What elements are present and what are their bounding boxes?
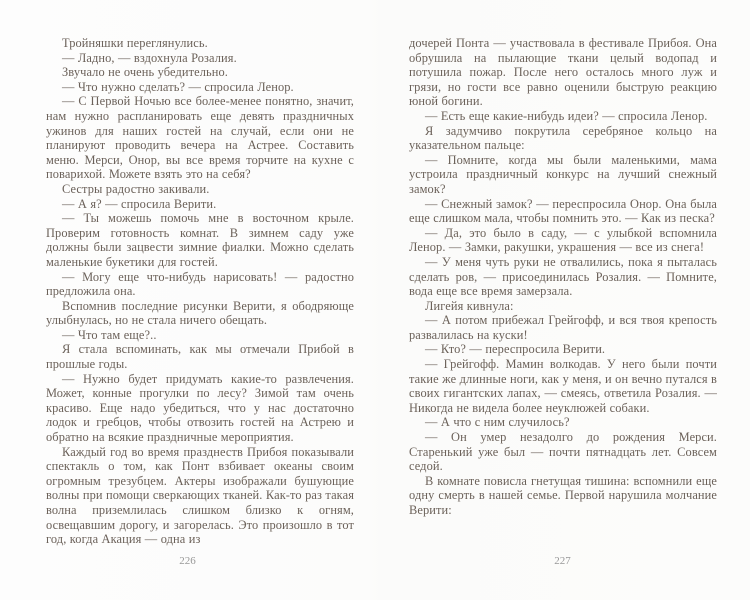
paragraph: — Есть еще какие-нибудь идеи? — спросила Ленор. [425,108,708,123]
paragraph: — Он умер незадолго до рождения Мерси. Старенький уже был — почти пятнадцать лет. Совсем седой. [409,430,717,474]
paragraph: — Снежный замок? — переспросила Онор. Она была еще слишком мала, чтобы помнить это. — Как из песка? [409,196,717,226]
paragraph: — Что там еще?.. [62,327,157,342]
paragraph: В комнате повисла гнетущая тишина: вспомнили еще одну смерть в нашей семье. Первой нарушила молчание Верити: [409,473,717,517]
paragraph: — Что нужно сделать? — спросила Ленор. [62,79,294,94]
paragraph: — А что с ним случилось? [425,415,570,430]
paragraph: — С Первой Ночью все более-менее понятно, значит, нам нужно распланировать еще девять праздничных ужинов для наших гостей на случай, если они не планируют проводить вечера на Астрее. Составить меню. Мерси, Онор, вы все время торчите на кухне с поварихой. Можете взять это на себя? [46,94,354,182]
right-page-text [409,36,717,518]
paragraph: — Да, это было в саду, — с улыбкой вспомнила Ленор. — Замки, ракушки, украшения — все из снега! [409,225,717,255]
paragraph: Тройняшки переглянулись. [62,36,208,50]
paragraph: — А я? — спросила Верити. [62,196,217,211]
paragraph: Я стала вспоминать, как мы отмечали Прибой в прошлые годы. [46,342,354,372]
paragraph: — А потом прибежал Грейгофф, и вся твоя крепость развалилась на куски! [409,313,717,342]
paragraph: — Могу еще что-нибудь нарисовать! — радостно предложила она. [46,269,354,299]
page-number-right: 227 [554,555,571,567]
paragraph: — У меня чуть руки не отвалились, пока я пыталась сделать ров, — присоединилась Розалия. — Помните, вода еще все время замерзала. [409,254,717,299]
paragraph: Вспомнив последние рисунки Верити, я ободряюще улыбнулась, но не стала ничего обещать. [46,298,354,328]
paragraph: Звучало не очень убедительно. [62,65,228,80]
paragraph: Я задумчиво покрутила серебряное кольцо на указательном пальце: [409,123,717,153]
paragraph: — Нужно будет придумать какие-то развлечения. Может, конные прогулки по лесу? Зимой там очень красиво. Еще надо убедиться, что у нас достаточно лодок и гребцов, чтобы отвозить гостей на Астрею и обратно на всякие праздничные мероприятия. [46,371,354,445]
paragraph: Лигейя кивнула: [425,298,514,313]
paragraph: Каждый год во время празднеств Прибоя показывали спектакль о том, как Понт взбивает океаны своим огромным трезубцем. Актеры изображали бушующие волны при помощи сверкающих тканей. Как-то раз такая волна приземлилась слишком близко к огням, освещавшим дорогу, и загорелась. Это произошло в тот год, когда Акация — одна из [46,444,354,547]
paragraph: дочерей Понта — участвовала в фестивале Прибоя. Она обрушила на пылающие ткани целый водопад и потушила пожар. После него осталось много луж и грязи, но гости все равно оценили быструю реакцию юной богини. [409,36,717,109]
paragraph: — Кто? — переспросила Верити. [425,342,606,357]
paragraph: — Помните, когда мы были маленькими, мама устроила праздничный конкурс на лучший снежный замок? [409,152,717,196]
paragraph: — Ты можешь помочь мне в восточном крыле. Проверим готовность комнат. В зимнем саду уже должны были зацвести зимние фиалки. Можно сделать маленькие букетики для гостей. [46,211,354,269]
paragraph: — Ладно, — вздохнула Розалия. [62,50,237,65]
page-number-left: 226 [179,555,196,567]
paragraph: — Грейгофф. Мамин волкодав. У него были почти такие же длинные ноги, как у меня, и он вечно путался в своих гигантских лапах, — смеясь, ответила Розалия. — Никогда не видела более неуклюжей собаки. [409,357,717,415]
paragraph: Сестры радостно закивали. [62,181,210,196]
left-page-text [46,36,354,547]
